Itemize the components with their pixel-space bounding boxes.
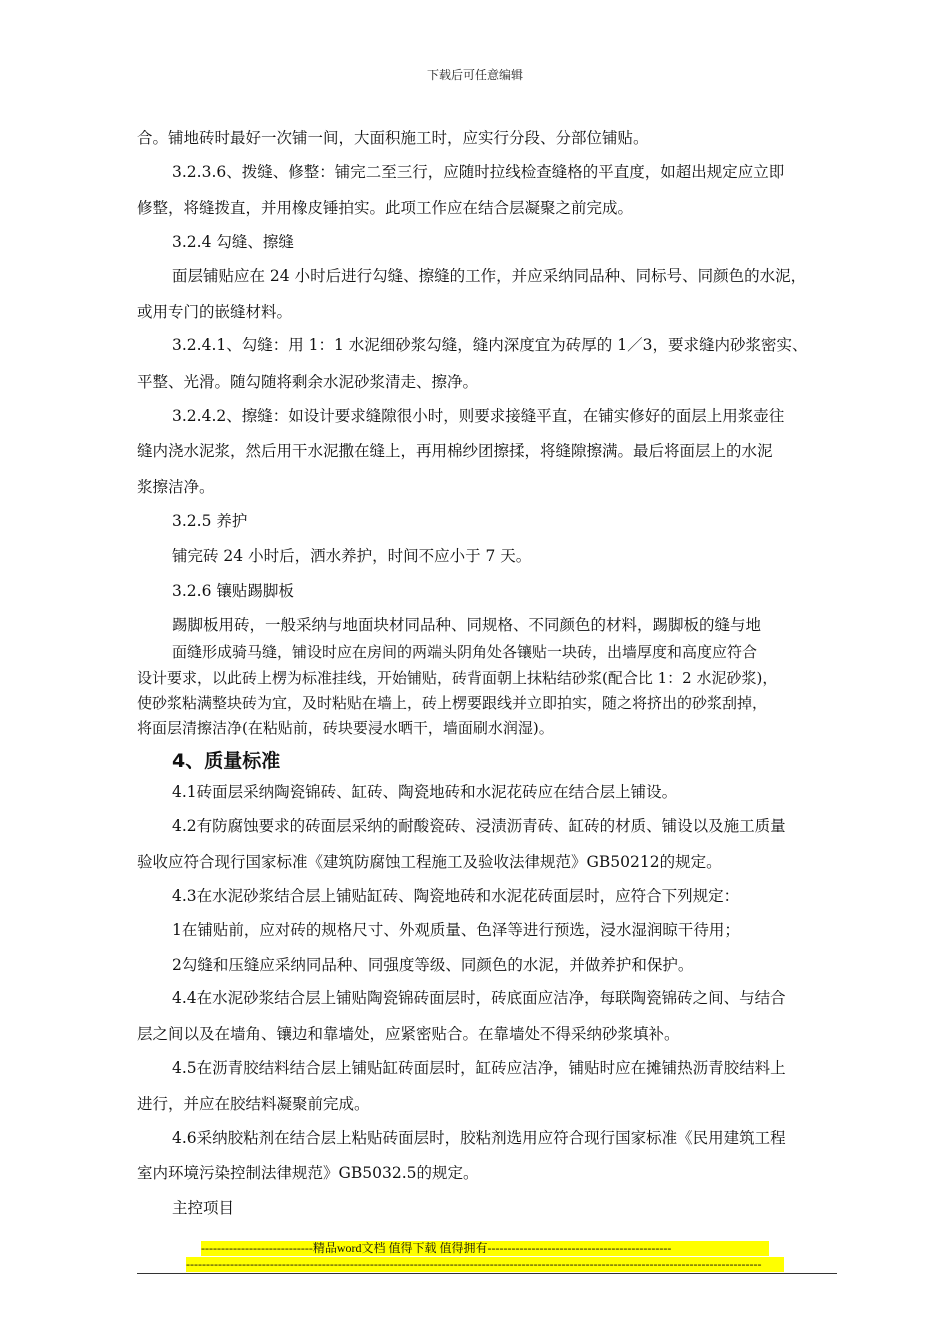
paragraph-line: 进行，并应在胶结料凝聚前完成。 (137, 1095, 370, 1113)
paragraph-line: 4.4在水泥砂浆结合层上铺贴陶瓷锦砖面层时，砖底面应洁净，每联陶瓷锦砖之间、与结合 (172, 989, 786, 1007)
footer-divider: ------------------------------------------------------------------------------------------------------------------------------------------------ (186, 1257, 784, 1272)
paragraph-line: 面缝形成骑马缝，铺设时应在房间的两端头阴角处各镶贴一块砖，出墙厚度和高度应符合 (172, 643, 758, 661)
paragraph-line: 2勾缝和压缝应采纳同品种、同强度等级、同颜色的水泥，并做养护和保护。 (172, 956, 694, 974)
paragraph-line: 层之间以及在墙角、镶边和靠墙处，应紧密贴合。在靠墙处不得采纳砂浆填补。 (137, 1025, 680, 1043)
paragraph-line: 4.6采纳胶粘剂在结合层上粘贴砖面层时，胶粘剂选用应符合现行国家标准《民用建筑工程 (172, 1129, 786, 1147)
paragraph-line: 面层铺贴应在 24 小时后进行勾缝、擦缝的工作，并应采纳同品种、同标号、同颜色的水泥， (172, 267, 807, 285)
paragraph-line: 3.2.4.2、擦缝：如设计要求缝隙很小时，则要求接缝平直，在铺实修好的面层上用浆壶往 (172, 407, 785, 425)
paragraph-line: 使砂浆粘满整块砖为宜，及时粘贴在墙上，砖上楞要跟线并立即拍实，随之将挤出的砂浆刮掉， (137, 694, 768, 712)
paragraph-line: 主控项目 (172, 1199, 235, 1217)
paragraph-line: 3.2.6 镶贴踢脚板 (172, 582, 294, 600)
paragraph-line: 铺完砖 24 小时后，洒水养护，时间不应小于 7 天。 (172, 547, 532, 565)
paragraph-line: 4.1砖面层采纳陶瓷锦砖、缸砖、陶瓷地砖和水泥花砖应在结合层上铺设。 (172, 783, 678, 801)
paragraph-line: 4.2有防腐蚀要求的砖面层采纳的耐酸瓷砖、浸渍沥青砖、缸砖的材质、铺设以及施工质量 (172, 817, 786, 835)
paragraph-line: 将面层清擦洁净(在粘贴前，砖块要浸水晒干，墙面刷水润湿)。 (137, 719, 554, 737)
paragraph-line: 浆擦洁净。 (137, 478, 215, 496)
footer-banner: ----------------------------精品word文档 值得下载 值得拥有---------------------------------------------- (201, 1241, 769, 1256)
paragraph-line: 修整，将缝拨直，并用橡皮锤拍实。此项工作应在结合层凝聚之前完成。 (137, 199, 634, 217)
section-heading: 4、质量标准 (172, 750, 281, 772)
paragraph-line: 3.2.3.6、拨缝、修整：铺完二至三行，应随时拉线检查缝格的平直度，如超出规定应立即 (172, 163, 785, 181)
paragraph-line: 4.3在水泥砂浆结合层上铺贴缸砖、陶瓷地砖和水泥花砖面层时，应符合下列规定： (172, 887, 740, 905)
paragraph-line: 缝内浇水泥浆，然后用干水泥撒在缝上，再用棉纱团擦揉，将缝隙擦满。最后将面层上的水泥 (137, 442, 773, 460)
paragraph-line: 4.5在沥青胶结料结合层上铺贴缸砖面层时，缸砖应洁净，铺贴时应在摊铺热沥青胶结料上 (172, 1059, 786, 1077)
paragraph-line: 3.2.4 勾缝、擦缝 (172, 233, 294, 251)
paragraph-line: 平整、光滑。随勾随将剩余水泥砂浆清走、擦净。 (137, 373, 479, 391)
paragraph-line: 合。铺地砖时最好一次铺一间，大面积施工时，应实行分段、分部位铺贴。 (137, 129, 649, 147)
paragraph-line: 3.2.5 养护 (172, 512, 248, 530)
paragraph-line: 踢脚板用砖，一般采纳与地面块材同品种、同规格、不同颜色的材料，踢脚板的缝与地 (172, 616, 762, 634)
paragraph-line: 或用专门的嵌缝材料。 (137, 303, 293, 321)
page-header: 下载后可任意编辑 (426, 68, 523, 82)
paragraph-line: 验收应符合现行国家标准《建筑防腐蚀工程施工及验收法律规范》GB50212的规定。 (137, 853, 722, 871)
paragraph-line: 设计要求，以此砖上楞为标准挂线，开始铺贴，砖背面朝上抹粘结砂浆(配合比 1：2 水泥砂浆)， (137, 669, 778, 687)
paragraph-line: 1在铺贴前，应对砖的规格尺寸、外观质量、色泽等进行预选，浸水湿润晾干待用； (172, 921, 740, 939)
paragraph-line: 室内环境污染控制法律规范》GB5032.5的规定。 (137, 1164, 479, 1182)
paragraph-line: 3.2.4.1、勾缝：用 1：1 水泥细砂浆勾缝，缝内深度宜为砖厚的 1／3，要求缝内砂浆密实、 (172, 336, 808, 354)
footer-rule (137, 1273, 837, 1274)
